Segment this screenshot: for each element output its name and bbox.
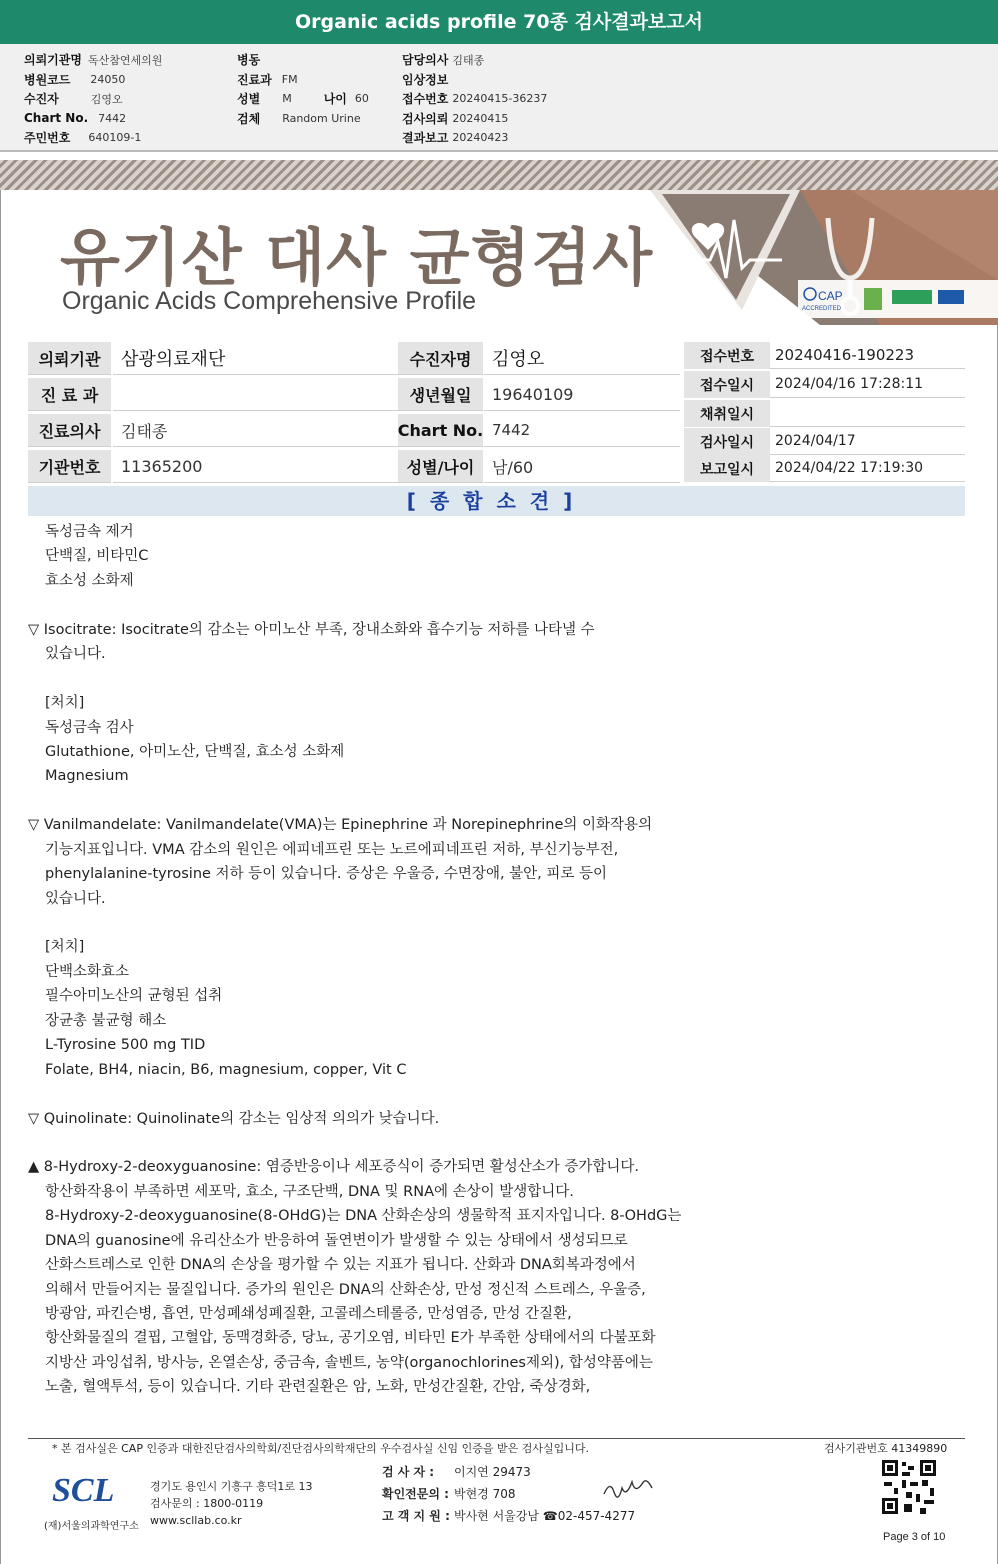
label-receipt-time: 접수일시	[684, 371, 770, 398]
summary-line: 기능지표입니다. VMA 감소의 원인은 에피네프린 또는 노르에피네프린 저하, 부신기능부전,	[45, 841, 619, 858]
meta-label: 임상정보	[402, 72, 449, 87]
summary-line: [처치]	[45, 939, 85, 956]
signature-icon	[600, 1478, 656, 1504]
meta-label: 접수번호	[402, 92, 449, 107]
summary-line: 있습니다.	[45, 890, 106, 907]
value-test-date: 2024/04/17	[770, 428, 965, 455]
summary-line: 독성금속 제거	[45, 524, 134, 540]
meta-value: 7442	[98, 111, 127, 125]
cap-logo-text: CAP	[818, 289, 843, 303]
staff-value: 박사현 서울강남 ☎02-457-4277	[454, 1509, 636, 1523]
summary-line: 단백질, 비타민C	[45, 548, 149, 565]
label-report-time: 보고일시	[684, 455, 770, 482]
summary-line: 방광암, 파킨슨병, 흡연, 만성폐쇄성폐질환, 고콜레스테롤증, 만성염증, 만성 간질환,	[45, 1306, 572, 1322]
summary-body	[28, 520, 968, 1400]
meta-label: 담당의사	[402, 53, 449, 68]
meta-column-institution	[24, 50, 162, 148]
scl-logo-subtitle: (재)서울의과학연구소	[44, 1521, 139, 1532]
meta-value: FM	[281, 72, 298, 86]
summary-line: [처치]	[45, 695, 85, 712]
label-institution: 의뢰기관	[28, 342, 111, 375]
lmi-logo	[864, 288, 882, 310]
summary-line: 지방산 과잉섭취, 방사능, 온열손상, 중금속, 솔벤트, 농약(organochlorines제외), 합성약품에는	[45, 1354, 653, 1371]
meta-label: 진료과	[237, 72, 272, 87]
summary-line: 단백소화효소	[45, 963, 130, 980]
summary-line: 산화스트레스로 인한 DNA의 손상을 평가할 수 있는 지표가 됩니다. 산화과 DNA회복과정에서	[45, 1257, 636, 1274]
summary-line: 장균총 불균형 해소	[45, 1012, 167, 1029]
summary-line: 의해서 만들어지는 물질입니다. 증가의 원인은 DNA의 산화손상, 만성 정신적 스트레스, 우울증,	[45, 1281, 646, 1298]
summary-line: Glutathione, 아미노산, 단백질, 효소성 소화제	[45, 743, 345, 760]
footer-certification-note: * 본 검사실은 CAP 인증과 대한진단검사의학회/진단검사의학재단의 우수검사실 신임 인증을 받은 검사실입니다.	[52, 1442, 590, 1455]
banner-graphic	[650, 160, 998, 325]
report-header	[0, 0, 998, 152]
summary-line: Folate, BH4, niacin, B6, magnesium, copper, Vit C	[45, 1061, 407, 1078]
value-chart-no: 7442	[484, 414, 680, 447]
footer-divider	[28, 1438, 965, 1439]
meta-column-ward	[237, 50, 369, 128]
summary-line: 독성금속 검사	[45, 719, 134, 736]
meta-value: 김태종	[452, 53, 485, 67]
meta-label-age: 나이	[323, 92, 347, 107]
value-report-time: 2024/04/22 17:19:30	[770, 455, 965, 482]
meta-label: 병원코드	[24, 72, 71, 87]
footer-inquiry: 검사문의 : 1800-0119	[150, 1497, 264, 1510]
meta-value: 20240415	[452, 111, 509, 125]
label-chart-no: Chart No.	[398, 414, 483, 447]
label-collection-time: 채취일시	[684, 400, 770, 427]
footer-institution-code: 검사기관번호 41349890	[824, 1442, 948, 1455]
meta-label: Chart No.	[24, 111, 89, 126]
summary-line: 8-Hydroxy-2-deoxyguanosine(8-OHdG)는 DNA 산화손상의 생물학적 표지자입니다. 8-OHdG는	[45, 1208, 682, 1225]
blank-line	[28, 667, 968, 691]
summary-line: ▽ Vanilmandelate: Vanilmandelate(VMA)는 Epinephrine 과 Norepinephrine의 이화작용의	[28, 817, 653, 834]
blank-line	[28, 1131, 968, 1155]
meta-value: 김영오	[90, 92, 123, 106]
meta-label: 검체	[237, 111, 261, 126]
meta-label: 성별	[237, 92, 261, 107]
summary-line: 효소성 소화제	[45, 572, 134, 589]
summary-line: 필수아미노산의 균형된 섭취	[45, 988, 223, 1005]
staff-label: 고 객 지 원 :	[382, 1509, 450, 1523]
anab-logo	[938, 290, 964, 304]
meta-value: 640109-1	[88, 131, 142, 145]
report-title: Organic acids profile 70종 검사결과보고서	[0, 0, 998, 44]
qr-code-icon	[880, 1458, 938, 1516]
summary-line: ▽ Quinolinate: Quinolinate의 감소는 임상적 의의가 낮습니다.	[28, 1110, 440, 1127]
footer-address: 경기도 용인시 기흥구 흥덕1로 13	[150, 1480, 313, 1493]
value-doctor: 김태종	[113, 414, 398, 447]
label-department: 진 료 과	[28, 378, 111, 411]
meta-label: 의뢰기관명	[24, 53, 82, 68]
meta-value: 20240415-36237	[452, 92, 548, 106]
green-cert-logo	[892, 290, 932, 304]
staff-label: 검 사 자 :	[382, 1465, 435, 1479]
label-sex-age: 성별/나이	[398, 450, 483, 483]
meta-value: 20240423	[452, 131, 509, 145]
meta-value: Random Urine	[282, 111, 361, 125]
summary-line: 항산화물질의 결핍, 고혈압, 동맥경화증, 당뇨, 공기오염, 비타민 E가 부족한 상태에서의 다불포화	[45, 1330, 656, 1347]
cap-logo-subtext: ACCREDITED	[802, 306, 842, 312]
value-collection-time	[770, 400, 965, 427]
blank-line	[28, 593, 968, 617]
summary-line: ▽ Isocitrate: Isocitrate의 감소는 아미노산 부족, 장내소화와 흡수기능 저하를 나타낼 수	[28, 621, 595, 638]
value-sex-age: 남/60	[484, 450, 680, 483]
label-institution-code: 기관번호	[28, 450, 111, 483]
summary-line: 있습니다.	[45, 646, 106, 663]
footer-website[interactable]: www.scllab.co.kr	[150, 1514, 242, 1527]
meta-label: 검사의뢰	[402, 111, 449, 126]
value-receipt-time: 2024/04/16 17:28:11	[770, 371, 965, 398]
banner-title-english: Organic Acids Comprehensive Profile	[62, 287, 477, 315]
value-department	[113, 378, 398, 411]
summary-line: DNA의 guanosine에 유리산소가 반응하여 돌연변이가 발생할 수 있는 상태에서 생성되므로	[45, 1232, 628, 1249]
staff-label: 확인전문의 :	[382, 1487, 449, 1501]
staff-value: 박현경 708	[454, 1487, 516, 1501]
label-birthdate: 생년월일	[398, 378, 483, 411]
page-number: Page 3 of 10	[883, 1531, 946, 1543]
label-doctor: 진료의사	[28, 414, 111, 447]
label-receipt-no: 접수번호	[684, 342, 770, 369]
meta-label: 주민번호	[24, 131, 71, 146]
meta-label: 병동	[237, 53, 261, 68]
scl-logo: SCL	[52, 1472, 115, 1509]
staff-value: 이지연 29473	[454, 1465, 531, 1479]
footer-contact	[150, 1478, 313, 1529]
summary-line: Magnesium	[45, 768, 129, 785]
summary-line: phenylalanine-tyrosine 저하 등이 있습니다. 증상은 우울증, 수면장애, 불안, 피로 등이	[45, 866, 608, 883]
blank-line	[28, 1082, 968, 1106]
value-institution: 삼광의료재단	[113, 342, 398, 375]
blank-line	[28, 789, 968, 813]
value-institution-code: 11365200	[113, 450, 398, 483]
summary-line: ▲ 8-Hydroxy-2-deoxyguanosine: 염증반응이나 세포증식이 증가되면 활성산소가 증가합니다.	[28, 1159, 640, 1176]
value-receipt-no: 20240416-190223	[770, 342, 965, 369]
summary-line: 항산화작용이 부족하면 세포막, 효소, 구조단백, DNA 및 RNA에 손상이 발생합니다.	[45, 1183, 574, 1200]
meta-value: 독산참연세의원	[87, 53, 163, 67]
value-birthdate: 19640109	[484, 378, 680, 411]
meta-value-age: 60	[354, 92, 369, 106]
footer-staff	[382, 1461, 635, 1527]
summary-line: 노출, 혈액투석, 등이 있습니다. 기타 관련질환은 암, 노화, 만성간질환, 간암, 죽상경화,	[45, 1379, 591, 1396]
meta-column-doctor	[402, 50, 547, 148]
meta-value: M	[282, 92, 292, 106]
meta-value: 24050	[90, 72, 126, 86]
blank-line	[28, 911, 968, 935]
banner-title-korean: 유기산 대사 균형검사	[60, 221, 654, 294]
meta-label: 결과보고	[402, 131, 449, 146]
label-patient-name: 수진자명	[398, 342, 483, 375]
summary-line: L-Tyrosine 500 mg TID	[45, 1037, 206, 1054]
value-patient-name: 김영오	[484, 342, 680, 375]
label-test-date: 검사일시	[684, 428, 770, 455]
meta-label: 수진자	[24, 92, 59, 107]
summary-heading: [종합소견]	[28, 486, 965, 516]
